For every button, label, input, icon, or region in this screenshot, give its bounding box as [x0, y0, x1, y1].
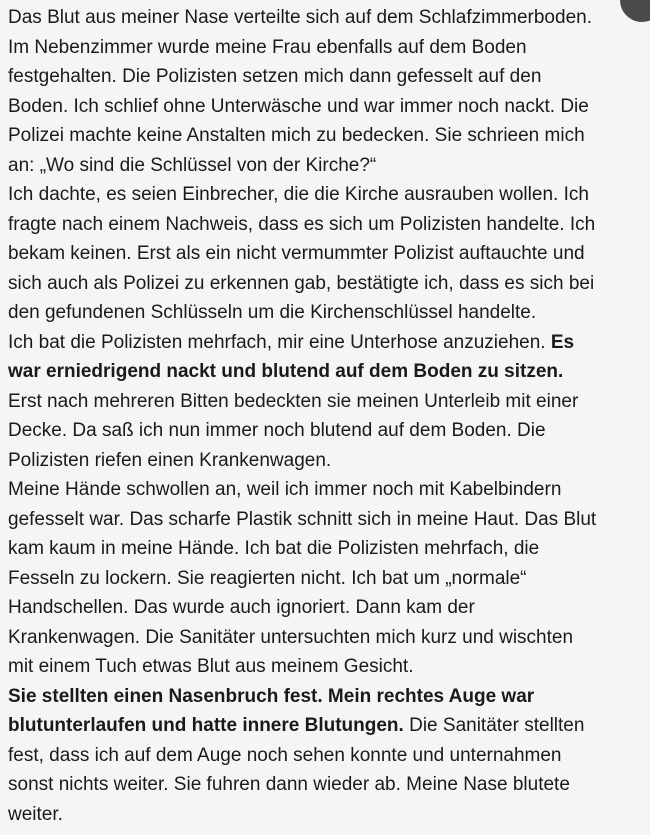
text-line — [8, 298, 650, 328]
text-segment: Ich dachte, es seien Einbrecher, die die Kirche ausrauben wollen. Ich — [8, 184, 589, 205]
text-line — [8, 92, 650, 122]
text-segment: Polizei machte keine Anstalten mich zu bedecken. Sie schrieen mich — [8, 125, 585, 146]
text-line — [8, 180, 650, 210]
text-line — [8, 239, 650, 269]
text-segment: fest, dass ich auf dem Auge noch sehen konnte und unternahmen — [8, 744, 562, 766]
text-line — [8, 770, 650, 800]
text-segment: bekam keinen. Erst als ein nicht vermummter Polizist auftauchte und — [8, 243, 585, 264]
text-line — [8, 800, 650, 830]
text-line — [8, 741, 650, 771]
text-segment: Das Blut aus meiner Nase verteilte sich auf dem Schlafzimmerboden. — [8, 7, 592, 28]
text-line — [8, 121, 650, 151]
text-line — [8, 711, 650, 741]
text-segment: Fesseln zu lockern. Sie reagierten nicht. Ich bat um „normale“ — [8, 567, 527, 589]
text-line — [8, 269, 650, 299]
text-segment: Polizisten riefen einen Krankenwagen. — [8, 449, 332, 471]
bold-text-segment: Es — [550, 331, 575, 353]
text-line — [8, 62, 650, 92]
text-line — [8, 210, 650, 240]
text-line — [8, 564, 650, 594]
text-line — [8, 652, 650, 682]
text-segment: Krankenwagen. Die Sanitäter untersuchten mich kurz und wischten — [8, 626, 574, 648]
text-segment: Erst nach mehreren Bitten bedeckten sie meinen Unterleib mit einer — [8, 390, 579, 412]
bold-text-segment: blutunterlaufen und hatte innere Blutungen. — [8, 715, 404, 736]
text-segment: Decke. Da saß ich nun immer noch blutend auf dem Boden. Die — [8, 420, 546, 441]
text-segment: sich auch als Polizei zu erkennen gab, bestätigte ich, dass es sich bei — [8, 272, 595, 294]
bold-text-segment: Sie stellten einen Nasenbruch fest. Mein rechtes Auge war — [8, 685, 535, 707]
text-segment: Ich bat die Polizisten mehrfach, mir eine Unterhose anzuziehen. — [8, 331, 551, 353]
text-line — [8, 682, 650, 712]
text-segment: kam kaum in meine Hände. Ich bat die Polizisten mehrfach, die — [8, 538, 540, 559]
document-text — [8, 3, 650, 829]
text-line — [8, 505, 650, 535]
text-line — [8, 475, 650, 505]
text-segment: den gefundenen Schlüsseln um die Kirchenschlüssel handelte. — [8, 302, 537, 323]
bold-text-segment: war erniedrigend nackt und blutend auf dem Boden zu sitzen. — [8, 361, 564, 382]
text-segment: Handschellen. Das wurde auch ignoriert. Dann kam der — [8, 597, 475, 618]
text-line — [8, 593, 650, 623]
text-line — [8, 328, 650, 358]
text-segment: Die Sanitäter stellten — [403, 715, 585, 736]
text-line — [8, 151, 650, 181]
text-segment: an: „Wo sind die Schlüssel von der Kirche?“ — [8, 154, 377, 176]
text-segment: sonst nichts weiter. Sie fuhren dann wieder ab. Meine Nase blutete — [8, 774, 570, 795]
text-line — [8, 33, 650, 63]
text-line — [8, 357, 650, 387]
text-line — [8, 416, 650, 446]
text-segment: Meine Hände schwollen an, weil ich immer noch mit Kabelbindern — [8, 479, 562, 500]
text-line — [8, 446, 650, 476]
text-line — [8, 534, 650, 564]
text-segment: gefesselt war. Das scharfe Plastik schnitt sich in meine Haut. Das Blut — [8, 508, 597, 530]
text-line — [8, 623, 650, 653]
text-line — [8, 387, 650, 417]
text-segment: festgehalten. Die Polizisten setzen mich dann gefesselt auf den — [8, 66, 542, 87]
text-segment: Im Nebenzimmer wurde meine Frau ebenfalls auf dem Boden — [8, 36, 527, 58]
text-line — [8, 3, 650, 33]
text-segment: Boden. Ich schlief ohne Unterwäsche und war immer noch nackt. Die — [8, 95, 589, 117]
text-segment: fragte nach einem Nachweis, dass es sich um Polizisten handelte. Ich — [8, 213, 596, 235]
text-segment: weiter. — [8, 803, 63, 825]
text-segment: mit einem Tuch etwas Blut aus meinem Gesicht. — [8, 656, 414, 677]
